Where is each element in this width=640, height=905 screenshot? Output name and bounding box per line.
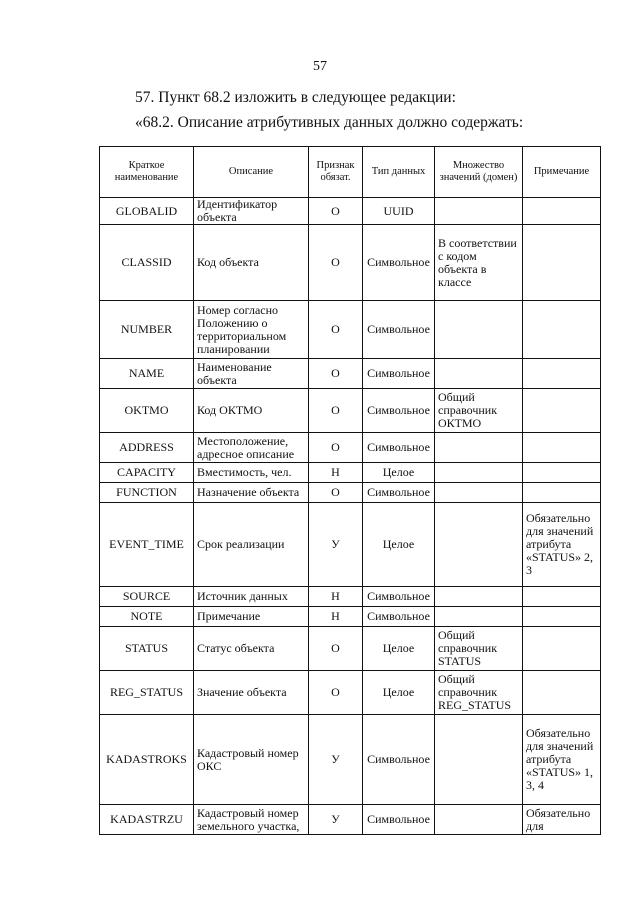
cell-domain: Общий справочник STATUS (435, 627, 523, 671)
cell-description: Код ОКТМО (194, 389, 309, 433)
table-row (100, 587, 601, 607)
cell-data-type: UUID (363, 198, 435, 225)
cell-note (523, 607, 601, 627)
cell-domain (435, 587, 523, 607)
cell-data-type: Целое (363, 503, 435, 587)
cell-short-name: NAME (100, 359, 194, 389)
cell-description: Идентификатор объекта (194, 198, 309, 225)
cell-short-name: REG_STATUS (100, 671, 194, 715)
cell-data-type: Символьное (363, 483, 435, 503)
cell-required: О (309, 483, 363, 503)
cell-description: Кадастровый номер ОКС (194, 715, 309, 805)
header-description: Описание (194, 147, 309, 198)
cell-note: Обязательно для значений атрибута «STATUS» 1, 3, 4 (523, 715, 601, 805)
cell-note (523, 587, 601, 607)
cell-note (523, 627, 601, 671)
attributes-table (99, 146, 601, 835)
cell-required: Н (309, 463, 363, 483)
cell-short-name: NOTE (100, 607, 194, 627)
cell-data-type: Символьное (363, 715, 435, 805)
header-data-type: Тип данных (363, 147, 435, 198)
cell-short-name: EVENT_TIME (100, 503, 194, 587)
cell-note (523, 483, 601, 503)
cell-required: Н (309, 607, 363, 627)
cell-domain: Общий справочник ОКТМО (435, 389, 523, 433)
cell-required: У (309, 503, 363, 587)
table-row (100, 627, 601, 671)
cell-note (523, 225, 601, 301)
cell-description: Вместимость, чел. (194, 463, 309, 483)
cell-description: Код объекта (194, 225, 309, 301)
cell-data-type: Символьное (363, 433, 435, 463)
cell-data-type: Символьное (363, 389, 435, 433)
cell-note (523, 463, 601, 483)
cell-data-type: Символьное (363, 607, 435, 627)
cell-required: У (309, 805, 363, 835)
cell-short-name: CAPACITY (100, 463, 194, 483)
amendment-heading: 57. Пункт 68.2 изложить в следующее редакции: (135, 89, 456, 106)
cell-domain (435, 503, 523, 587)
cell-required: О (309, 433, 363, 463)
cell-required: О (309, 389, 363, 433)
cell-description: Кадастровый номер земельного участка, (194, 805, 309, 835)
table-row (100, 225, 601, 301)
cell-domain (435, 463, 523, 483)
cell-required: О (309, 225, 363, 301)
cell-domain: В соответствии с кодом объекта в классе (435, 225, 523, 301)
cell-description: Номер согласно Положению о территориальном планировании (194, 301, 309, 359)
cell-domain (435, 359, 523, 389)
table-row (100, 671, 601, 715)
cell-data-type: Символьное (363, 301, 435, 359)
cell-note: Обязательно для значений атрибута «STATUS» 2, 3 (523, 503, 601, 587)
cell-domain (435, 607, 523, 627)
cell-description: Срок реализации (194, 503, 309, 587)
cell-required: О (309, 198, 363, 225)
cell-required: У (309, 715, 363, 805)
cell-short-name: SOURCE (100, 587, 194, 607)
table-header-row (100, 147, 601, 198)
table-row (100, 198, 601, 225)
clause-heading: «68.2. Описание атрибутивных данных должно содержать: (135, 114, 524, 131)
table-row (100, 607, 601, 627)
table-row (100, 805, 601, 835)
cell-short-name: CLASSID (100, 225, 194, 301)
cell-domain (435, 715, 523, 805)
cell-description: Источник данных (194, 587, 309, 607)
header-short-name: Краткое наименование (100, 147, 194, 198)
cell-description: Значение объекта (194, 671, 309, 715)
cell-description: Примечание (194, 607, 309, 627)
cell-required: О (309, 671, 363, 715)
table-row (100, 503, 601, 587)
cell-data-type: Целое (363, 671, 435, 715)
cell-required: О (309, 301, 363, 359)
header-required: Признак обязат. (309, 147, 363, 198)
cell-domain (435, 301, 523, 359)
cell-short-name: STATUS (100, 627, 194, 671)
cell-note (523, 359, 601, 389)
cell-short-name: GLOBALID (100, 198, 194, 225)
cell-description: Наименование объекта (194, 359, 309, 389)
cell-domain: Общий справочник REG_STATUS (435, 671, 523, 715)
cell-note (523, 671, 601, 715)
cell-short-name: KADASTRZU (100, 805, 194, 835)
table-row (100, 389, 601, 433)
cell-description: Назначение объекта (194, 483, 309, 503)
cell-domain (435, 198, 523, 225)
cell-domain (435, 433, 523, 463)
cell-note (523, 389, 601, 433)
cell-short-name: KADASTROKS (100, 715, 194, 805)
cell-data-type: Символьное (363, 587, 435, 607)
cell-short-name: OKTMO (100, 389, 194, 433)
cell-note: Обязательно для (523, 805, 601, 835)
cell-data-type: Целое (363, 463, 435, 483)
cell-required: О (309, 627, 363, 671)
cell-short-name: FUNCTION (100, 483, 194, 503)
cell-description: Статус объекта (194, 627, 309, 671)
cell-required: О (309, 359, 363, 389)
cell-domain (435, 805, 523, 835)
table-row (100, 463, 601, 483)
header-domain: Множество значений (домен) (435, 147, 523, 198)
table-row (100, 433, 601, 463)
cell-domain (435, 483, 523, 503)
header-note: Примечание (523, 147, 601, 198)
table-row (100, 715, 601, 805)
cell-description: Местоположение, адресное описание (194, 433, 309, 463)
cell-data-type: Символьное (363, 805, 435, 835)
cell-short-name: ADDRESS (100, 433, 194, 463)
cell-required: Н (309, 587, 363, 607)
page-number: 57 (313, 59, 327, 74)
cell-note (523, 433, 601, 463)
table-row (100, 359, 601, 389)
table-row (100, 483, 601, 503)
cell-data-type: Символьное (363, 359, 435, 389)
table-row (100, 301, 601, 359)
cell-data-type: Целое (363, 627, 435, 671)
cell-note (523, 301, 601, 359)
cell-data-type: Символьное (363, 225, 435, 301)
cell-note (523, 198, 601, 225)
cell-short-name: NUMBER (100, 301, 194, 359)
